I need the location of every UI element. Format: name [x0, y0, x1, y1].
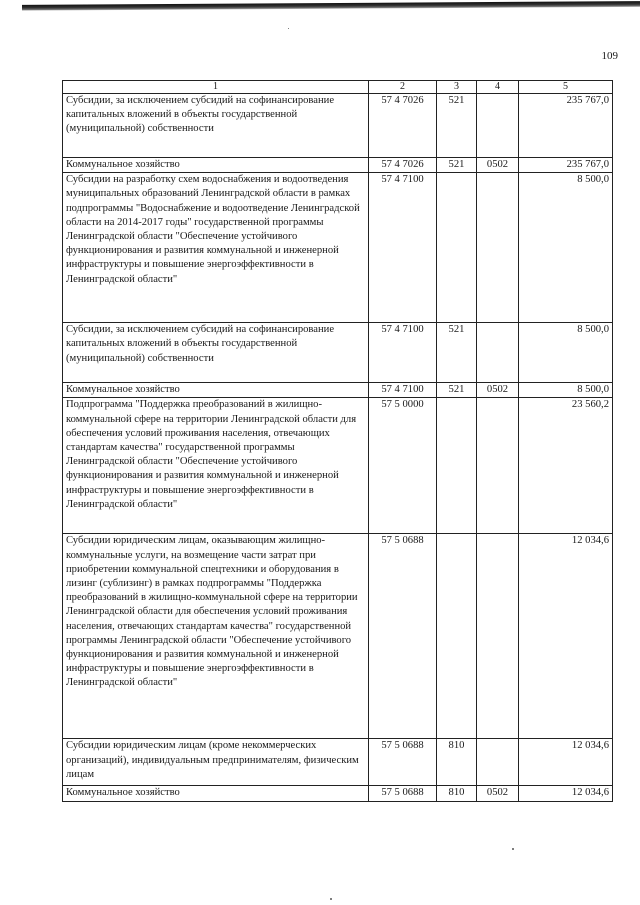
row-amount: 8 500,0 [519, 323, 613, 383]
budget-table [62, 80, 613, 802]
row-section [477, 173, 519, 323]
row-code: 57 4 7026 [369, 94, 437, 158]
row-code: 57 5 0688 [369, 534, 437, 739]
row-section [477, 534, 519, 739]
row-name: Субсидии, за исключением субсидий на софинансирование капитальных вложений в объекты государственной (муниципальной) собственности [63, 323, 369, 383]
row-code: 57 4 7026 [369, 158, 437, 173]
table-row [63, 158, 613, 173]
row-type: 521 [437, 323, 477, 383]
row-name: Субсидии, за исключением субсидий на софинансирование капитальных вложений в объекты государственной (муниципальной) собственности [63, 94, 369, 158]
row-type: 521 [437, 94, 477, 158]
row-name: Субсидии юридическим лицам (кроме некоммерческих организаций), индивидуальным предпринимателям, физическим лицам [63, 739, 369, 786]
scan-speck [330, 898, 332, 900]
row-name: Субсидии юридическим лицам, оказывающим жилищно-коммунальные услуги, на возмещение части затрат при приобретении коммунальной спецтехники и оборудования в лизинг (сублизинг) в рамках подпрограммы "Поддержка преобразований в жилищно-коммунальной сфере на территории Ленинградской области для обеспечения условий проживания населения, отвечающих стандартам качества" государственной программы Ленинградской области "Обеспечение устойчивого функционирования и развития коммунальной и инженерной инфраструктуры и повышение энергоэффективности в Ленинградской области" [63, 534, 369, 739]
row-type [437, 173, 477, 323]
row-code: 57 4 7100 [369, 173, 437, 323]
row-code: 57 5 0688 [369, 739, 437, 786]
row-amount: 8 500,0 [519, 383, 613, 398]
scan-speck [288, 28, 289, 29]
table-row [63, 323, 613, 383]
row-section [477, 739, 519, 786]
row-code: 57 4 7100 [369, 323, 437, 383]
row-section [477, 94, 519, 158]
row-code: 57 4 7100 [369, 383, 437, 398]
table-row [63, 173, 613, 323]
table-row [63, 94, 613, 158]
scan-edge-shadow [22, 1, 640, 11]
row-amount: 8 500,0 [519, 173, 613, 323]
row-type [437, 534, 477, 739]
row-name: Коммунальное хозяйство [63, 383, 369, 398]
row-section: 0502 [477, 786, 519, 801]
table-row [63, 786, 613, 801]
row-name: Коммунальное хозяйство [63, 786, 369, 801]
row-name: Коммунальное хозяйство [63, 158, 369, 173]
row-section: 0502 [477, 158, 519, 173]
row-type [437, 398, 477, 534]
column-header: 1 [63, 81, 369, 94]
table-row [63, 739, 613, 786]
row-amount: 12 034,6 [519, 739, 613, 786]
row-section [477, 323, 519, 383]
row-amount: 12 034,6 [519, 786, 613, 801]
column-header: 3 [437, 81, 477, 94]
row-type: 521 [437, 383, 477, 398]
row-amount: 23 560,2 [519, 398, 613, 534]
table-row [63, 383, 613, 398]
row-amount: 12 034,6 [519, 534, 613, 739]
row-name: Субсидии на разработку схем водоснабжения и водоотведения муниципальных образований Ленинградской области в рамках подпрограммы "Водоснабжение и водоотведение Ленинградской области на 2014-2017 годы" государственной программы Ленинградской области "Обеспечение устойчивого функционирования и развития коммунальной и инженерной инфраструктуры и повышение энергоэффективности в Ленинградской области" [63, 173, 369, 323]
row-section: 0502 [477, 383, 519, 398]
row-amount: 235 767,0 [519, 158, 613, 173]
row-type: 810 [437, 739, 477, 786]
column-header: 4 [477, 81, 519, 94]
table-row [63, 398, 613, 534]
row-amount: 235 767,0 [519, 94, 613, 158]
table-header-row [63, 81, 613, 94]
row-code: 57 5 0000 [369, 398, 437, 534]
page-number: 109 [601, 50, 618, 62]
row-name: Подпрограмма "Поддержка преобразований в жилищно-коммунальной сфере на территории Ленинградской области для обеспечения условий проживания населения, отвечающих стандартам качества" государственной программы Ленинградской области "Обеспечение устойчивого функционирования и развития коммунальной и инженерной инфраструктуры и повышение энергоэффективности в Ленинградской области" [63, 398, 369, 534]
row-section [477, 398, 519, 534]
row-type: 521 [437, 158, 477, 173]
row-code: 57 5 0688 [369, 786, 437, 801]
row-type: 810 [437, 786, 477, 801]
scan-speck [512, 848, 514, 850]
column-header: 2 [369, 81, 437, 94]
table-row [63, 534, 613, 739]
column-header: 5 [519, 81, 613, 94]
